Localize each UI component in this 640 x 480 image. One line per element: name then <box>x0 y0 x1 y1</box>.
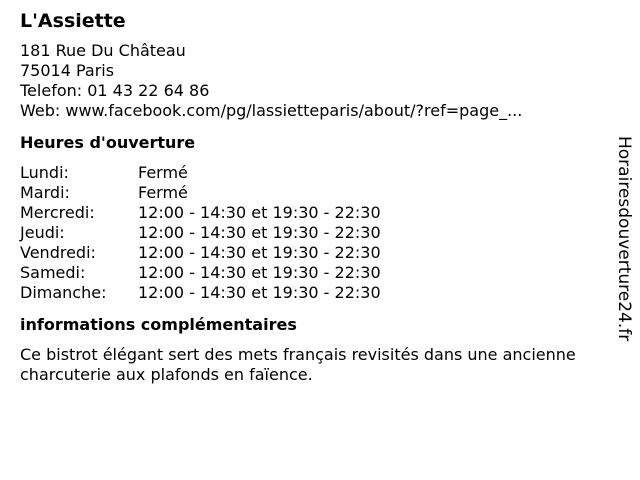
day-label: Samedi: <box>20 263 86 282</box>
additional-info-heading: informations complémentaires <box>20 315 297 334</box>
address-line-1: 181 Rue Du Château <box>20 41 186 60</box>
day-label: Lundi: <box>20 163 69 182</box>
hours-value: 12:00 - 14:30 et 19:30 - 22:30 <box>138 283 381 302</box>
hours-row-lundi <box>20 163 610 183</box>
day-label: Dimanche: <box>20 283 107 302</box>
day-label: Jeudi: <box>20 223 65 242</box>
hours-value: 12:00 - 14:30 et 19:30 - 22:30 <box>138 243 381 262</box>
hours-value: 12:00 - 14:30 et 19:30 - 22:30 <box>138 223 381 242</box>
day-label: Vendredi: <box>20 243 96 262</box>
hours-row-jeudi <box>20 223 610 243</box>
day-label: Mardi: <box>20 183 70 202</box>
business-name: L'Assiette <box>20 10 126 32</box>
watermark <box>612 136 636 346</box>
day-label: Mercredi: <box>20 203 95 222</box>
hours-value: 12:00 - 14:30 et 19:30 - 22:30 <box>138 203 381 222</box>
watermark-text: Horairesdouverture24.fr <box>614 136 634 342</box>
description-text: Ce bistrot élégant sert des mets français revisités dans une ancienne charcuterie aux plafonds en faïence. <box>20 345 576 384</box>
hours-row-mercredi <box>20 203 610 223</box>
opening-hours-heading: Heures d'ouverture <box>20 133 196 152</box>
website-link[interactable]: Web: www.facebook.com/pg/lassietteparis/about/?ref=page_... <box>20 101 523 120</box>
hours-row-vendredi <box>20 243 610 263</box>
hours-row-samedi <box>20 263 610 283</box>
hours-value: Fermé <box>138 163 188 182</box>
address-line-2: 75014 Paris <box>20 61 115 80</box>
hours-row-dimanche <box>20 283 610 303</box>
business-card <box>20 9 610 385</box>
hours-row-mardi <box>20 183 610 203</box>
phone-text: Telefon: 01 43 22 64 86 <box>20 81 210 100</box>
hours-value: 12:00 - 14:30 et 19:30 - 22:30 <box>138 263 381 282</box>
hours-value: Fermé <box>138 183 188 202</box>
opening-hours-table <box>20 163 610 303</box>
